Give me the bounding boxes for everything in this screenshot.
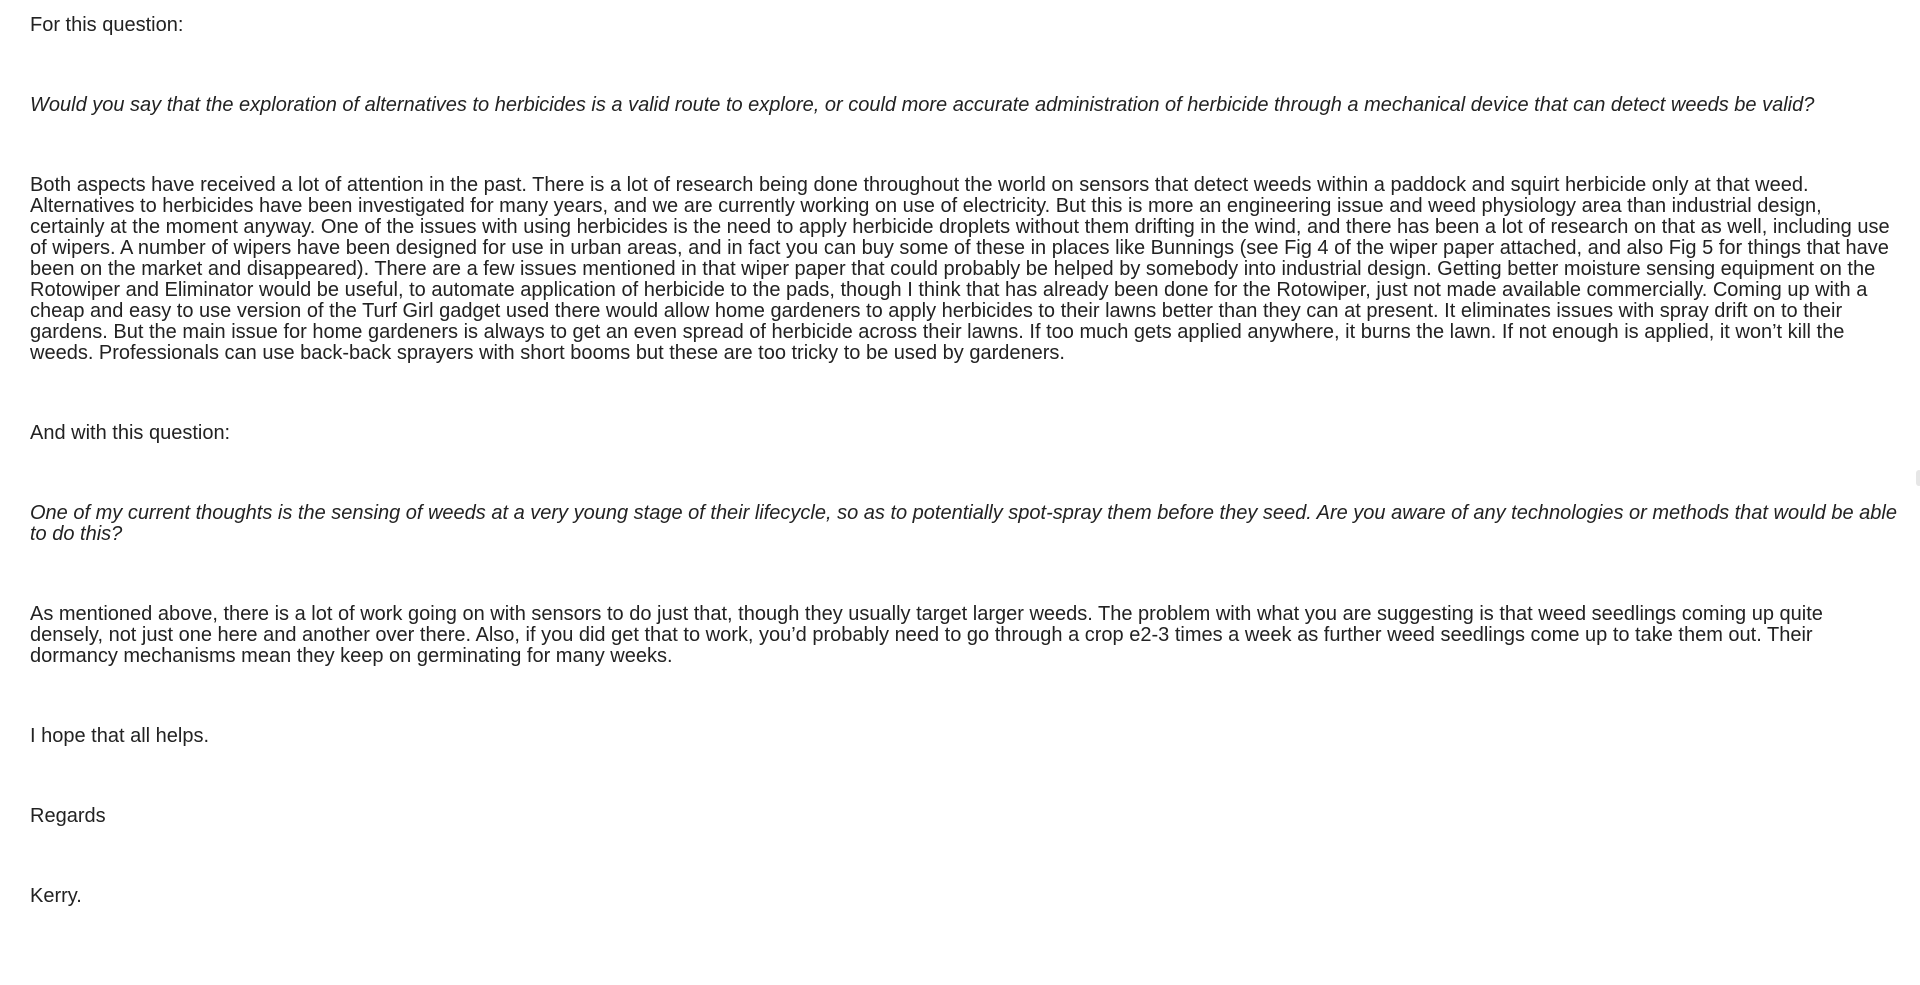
closing-line: I hope that all helps. bbox=[30, 725, 210, 747]
intro-question-2: And with this question: bbox=[30, 422, 231, 444]
quoted-question-2: One of my current thoughts is the sensing of weeds at a very young stage of their lifecycle, so as to potentially spot-spray them before they seed. Are you aware of any technologies or methods that would be able to do this? bbox=[30, 502, 1897, 545]
quoted-question-1: Would you say that the exploration of alternatives to herbicides is a valid route to explore, or could more accurate administration of herbicide through a mechanical device that can detect weeds be valid? bbox=[30, 94, 1815, 116]
scrollbar-thumb[interactable] bbox=[1916, 470, 1920, 486]
signoff: Regards bbox=[30, 805, 106, 827]
answer-paragraph-1: Both aspects have received a lot of attention in the past. There is a lot of research being done throughout the world on sensors that detect weeds within a paddock and squirt herbicide only at that weed. Alternatives to herbicides have been investigated for many years, and we are currently working on use of electricity. But this is more an engineering issue and weed physiology area than industrial design, certainly at the moment anyway. One of the issues with using herbicides is the need to apply herbicide droplets without them drifting in the wind, and there has been a lot of research on that as well, including use of wipers. A number of wipers have been designed for use in urban areas, and in fact you can buy some of these in places like Bunnings (see Fig 4 of the wiper paper attached, and also Fig 5 for things that have been on the market and disappeared). There are a few issues mentioned in that wiper paper that could probably be helped by somebody into industrial design. Getting better moisture sensing equipment on the Rotowiper and Eliminator would be useful, to automate application of herbicide to the pads, though I think that has already been done for the Rotowiper, just not made available commercially. Coming up with a cheap and easy to use version of the Turf Girl gadget used there would allow home gardeners to apply herbicides to their lawns better than they can at present. It eliminates issues with spray drift on to their gardens. But the main issue for home gardeners is always to get an even spread of herbicide across their lawns. If too much gets applied anywhere, it burns the lawn. If not enough is applied, it won’t kill the weeds. Professionals can use back-back sprayers with short booms but these are too tricky to be used by gardeners. bbox=[30, 174, 1890, 364]
intro-question-1: For this question: bbox=[30, 14, 184, 36]
email-body bbox=[30, 13, 1900, 907]
answer-paragraph-2: As mentioned above, there is a lot of work going on with sensors to do just that, though they usually target larger weeds. The problem with what you are suggesting is that weed seedlings coming up quite densely, not just one here and another over there. Also, if you did get that to work, you’d probably need to go through a crop e2-3 times a week as further weed seedlings come up to take them out. Their dormancy mechanisms mean they keep on germinating for many weeks. bbox=[30, 603, 1823, 667]
signature: Kerry. bbox=[30, 885, 82, 907]
